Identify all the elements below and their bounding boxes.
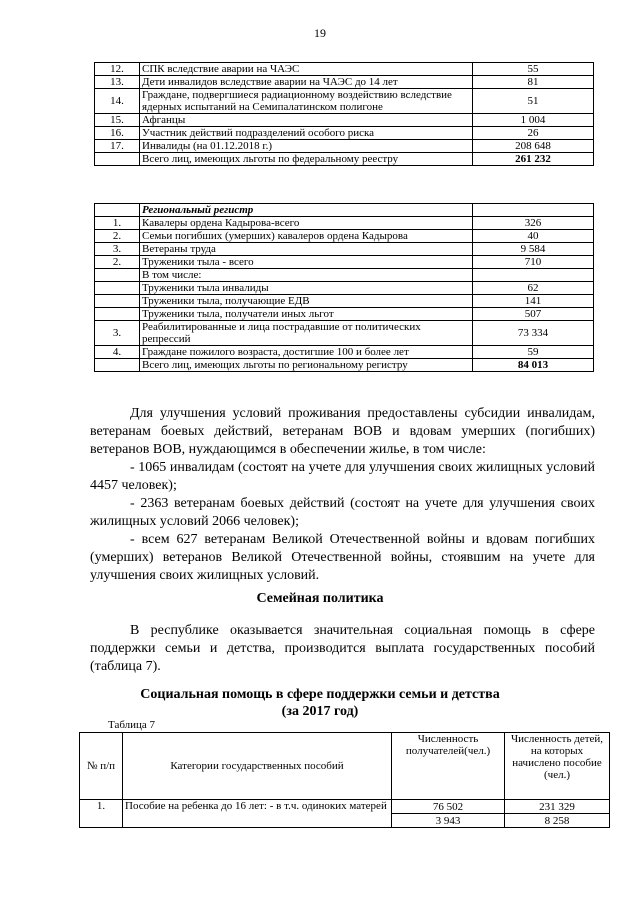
table-title: Социальная помощь в сфере поддержки семьи и детства	[140, 687, 500, 702]
row-label: СПК вследствие аварии на ЧАЭС	[140, 63, 473, 76]
row-recipients-sub: 3 943	[392, 814, 505, 828]
table-row	[95, 140, 594, 153]
row-label: Труженики тыла, получатели иных льгот	[140, 308, 473, 321]
row-value: 73 334	[473, 321, 594, 346]
paragraph-subsidies: Для улучшения условий проживания предоставлены субсидии инвалидам, ветеранам боевых действий, ветеранам ВОВ и вдовам умерших (погибших) ветеранов ВОВ, нуждающимся в обеспечении жилье, в том числе:	[90, 406, 595, 457]
row-label: Семьи погибших (умерших) кавалеров ордена Кадырова	[140, 230, 473, 243]
row-number: 4.	[95, 346, 140, 359]
family-benefits-table	[79, 732, 610, 828]
table-row	[95, 256, 594, 269]
row-value: 1 004	[473, 114, 594, 127]
row-children: 231 329	[505, 800, 610, 814]
row-value	[473, 269, 594, 282]
row-num: 1.	[80, 800, 123, 828]
row-label: Реабилитированные и лица пострадавшие от политических репрессий	[140, 321, 473, 346]
paragraph-wwii-veterans: - всем 627 ветеранам Великой Отечественной войны и вдовам погибших (умерших) ветеранов Великой Отечественной войны, стоявшим на учете для улучшения своих жилищных условий.	[90, 532, 595, 583]
row-children-sub: 8 258	[505, 814, 610, 828]
row-number: 17.	[95, 140, 140, 153]
table-title-year: (за 2017 год)	[281, 704, 359, 719]
row-label: Ветераны труда	[140, 243, 473, 256]
row-number: 3.	[95, 243, 140, 256]
row-value: 141	[473, 295, 594, 308]
header-num: № п/п	[80, 733, 123, 800]
row-value: 51	[473, 89, 594, 114]
federal-register-table	[94, 62, 594, 166]
row-number: 15.	[95, 114, 140, 127]
total-row	[95, 359, 594, 372]
row-value: 55	[473, 63, 594, 76]
paragraph-family-support: В республике оказывается значительная социальная помощь в сфере поддержки семьи и детства, производится выплата государственных пособий (таблица 7).	[90, 623, 595, 674]
row-number	[95, 295, 140, 308]
header-children: Численность детей, на которых начислено пособие (чел.)	[505, 733, 610, 800]
row-value: 710	[473, 256, 594, 269]
header-recipients: Численность получателей(чел.)	[392, 733, 505, 800]
table-row	[95, 308, 594, 321]
row-number: 14.	[95, 89, 140, 114]
table-row	[95, 269, 594, 282]
total-value: 261 232	[473, 153, 594, 166]
total-value: 84 013	[473, 359, 594, 372]
row-label: Пособие на ребенка до 16 лет: - в т.ч. одиноких матерей	[123, 800, 392, 828]
row-number: 13.	[95, 76, 140, 89]
row-number: 16.	[95, 127, 140, 140]
row-value: 208 648	[473, 140, 594, 153]
row-recipients: 76 502	[392, 800, 505, 814]
row-number: 2.	[95, 230, 140, 243]
paragraph-invalids: - 1065 инвалидам (состоят на учете для улучшения своих жилищных условий 4457 человек);	[90, 460, 595, 493]
table-header-row	[80, 733, 610, 800]
row-label: Труженики тыла, получающие ЕДВ	[140, 295, 473, 308]
row-value: 40	[473, 230, 594, 243]
table-row	[95, 243, 594, 256]
row-number	[95, 282, 140, 295]
row-label: Труженики тыла инвалиды	[140, 282, 473, 295]
row-label: Граждане пожилого возраста, достигшие 100 и более лет	[140, 346, 473, 359]
row-number: 2.	[95, 256, 140, 269]
row-label: Инвалиды (на 01.12.2018 г.)	[140, 140, 473, 153]
row-value: 9 584	[473, 243, 594, 256]
row-number: 12.	[95, 63, 140, 76]
table-row	[95, 295, 594, 308]
row-label: Граждане, подвергшиеся радиационному воздействию вследствие ядерных испытаний на Семипалатинском полигоне	[140, 89, 473, 114]
table-row	[95, 230, 594, 243]
total-row	[95, 153, 594, 166]
header-empty-cell	[95, 204, 140, 217]
table-row	[80, 800, 610, 814]
table-row	[95, 114, 594, 127]
row-value: 507	[473, 308, 594, 321]
row-value: 326	[473, 217, 594, 230]
row-value: 59	[473, 346, 594, 359]
row-label: Участник действий подразделений особого риска	[140, 127, 473, 140]
row-label: Труженики тыла - всего	[140, 256, 473, 269]
table-row	[95, 63, 594, 76]
row-value: 81	[473, 76, 594, 89]
header-category: Категории государственных пособий	[123, 733, 392, 800]
row-label: Кавалеры ордена Кадырова-всего	[140, 217, 473, 230]
section-title: Семейная политика	[256, 591, 384, 606]
total-label: Всего лиц, имеющих льготы по региональному регистру	[140, 359, 473, 372]
total-label: Всего лиц, имеющих льготы по федеральному реестру	[140, 153, 473, 166]
row-number: 3.	[95, 321, 140, 346]
row-label: Афганцы	[140, 114, 473, 127]
total-num-cell	[95, 153, 140, 166]
table-row	[95, 346, 594, 359]
regional-register-table	[94, 203, 594, 372]
table-row	[95, 217, 594, 230]
table-row	[95, 282, 594, 295]
row-value: 26	[473, 127, 594, 140]
row-number: 1.	[95, 217, 140, 230]
page-number: 19	[314, 26, 326, 40]
regional-header: Региональный регистр	[140, 204, 473, 217]
row-label: Дети инвалидов вследствие аварии на ЧАЭС до 14 лет	[140, 76, 473, 89]
table-row	[95, 127, 594, 140]
paragraph-combat-veterans: - 2363 ветеранам боевых действий (состоят на учете для улучшения своих жилищных условий 2066 человек);	[90, 496, 595, 529]
row-value: 62	[473, 282, 594, 295]
regional-header-row	[95, 204, 594, 217]
header-empty-cell	[473, 204, 594, 217]
table-row	[95, 321, 594, 346]
row-number	[95, 269, 140, 282]
total-num-cell	[95, 359, 140, 372]
table-row	[95, 89, 594, 114]
table-row	[95, 76, 594, 89]
row-label: В том числе:	[140, 269, 473, 282]
table-caption: Таблица 7	[108, 719, 156, 731]
row-number	[95, 308, 140, 321]
